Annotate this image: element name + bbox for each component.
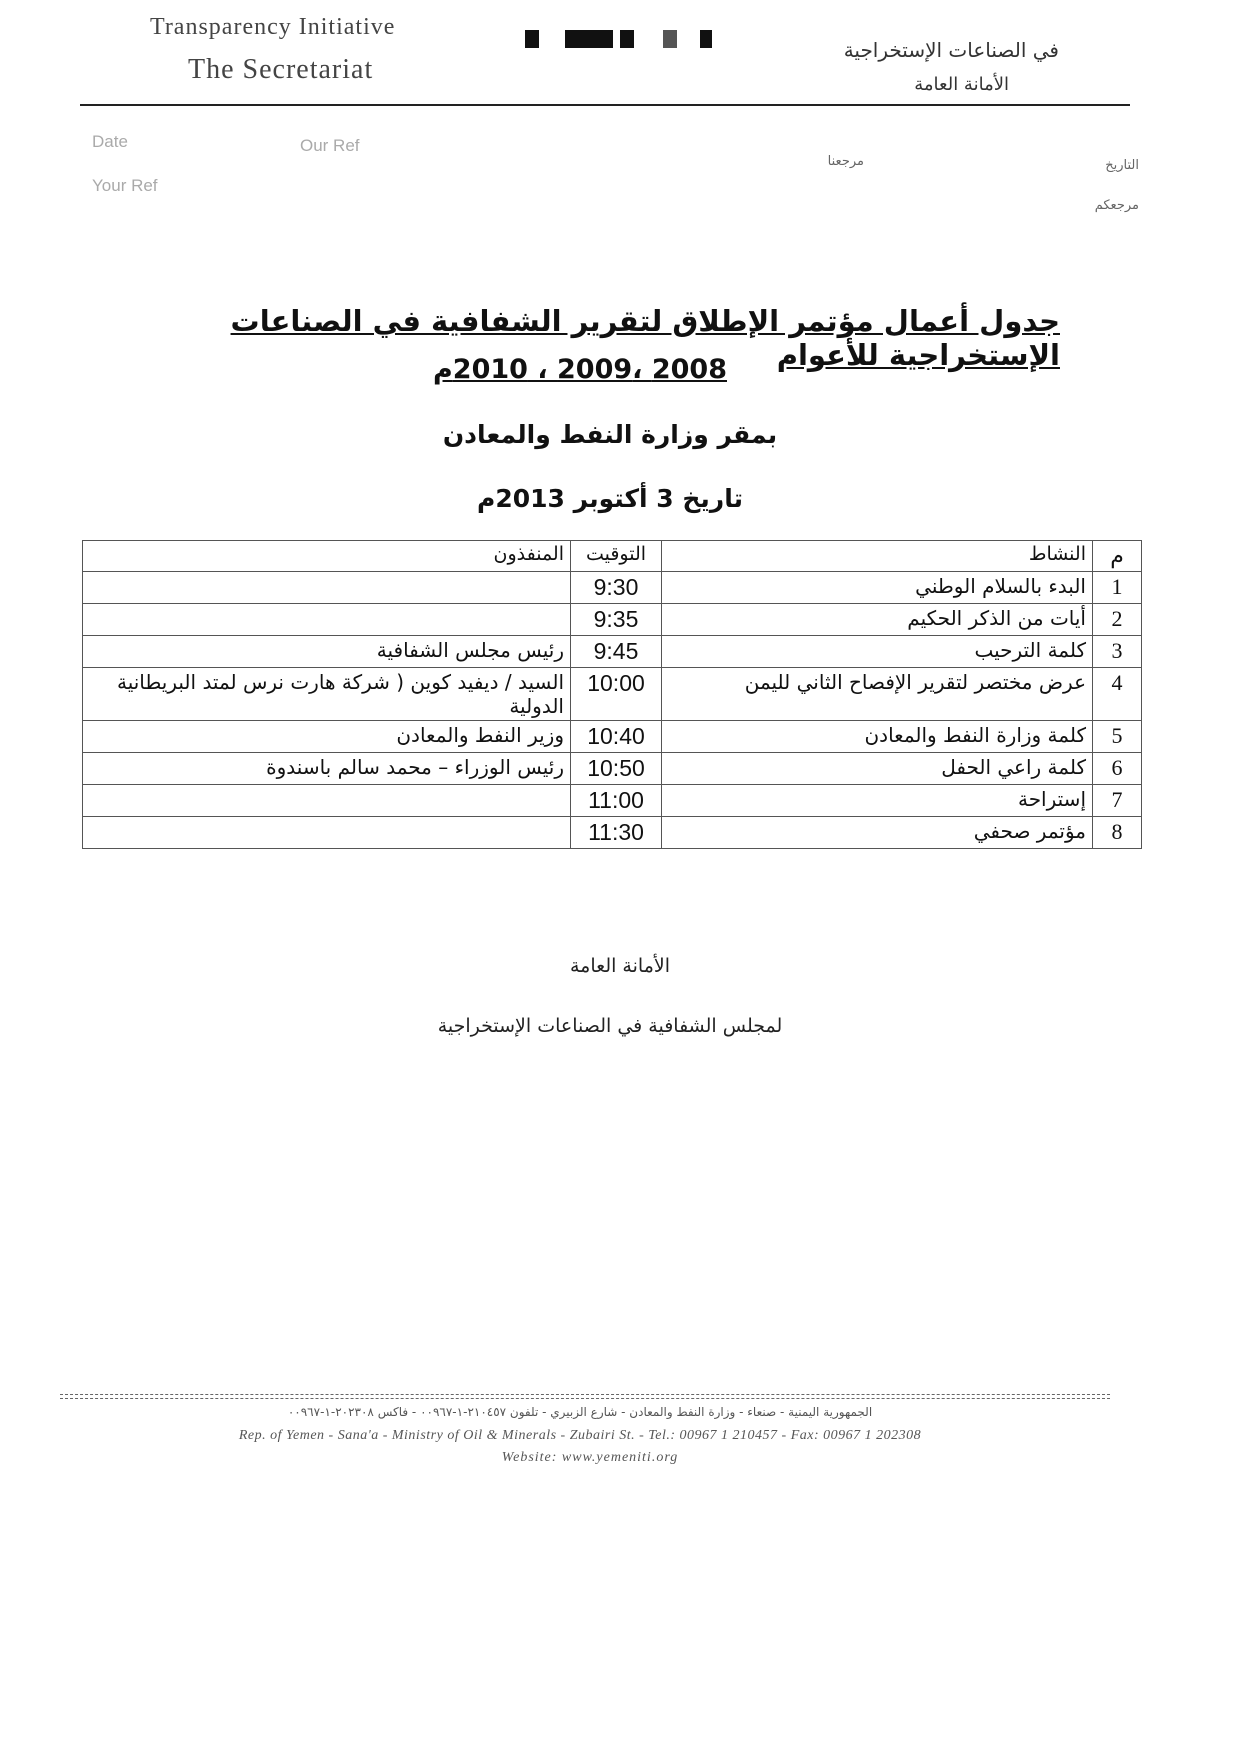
agenda-row (83, 636, 1142, 668)
row-num: 8 (1093, 817, 1142, 849)
row-time: 9:35 (571, 604, 662, 636)
date-label-ar: التاريخ (1105, 158, 1139, 173)
row-num: 7 (1093, 785, 1142, 817)
row-num: 2 (1093, 604, 1142, 636)
row-executors (83, 604, 571, 636)
agenda-row (83, 604, 1142, 636)
footer-divider (60, 1394, 1110, 1399)
event-date-line: تاريخ 3 أكتوبر 2013م (477, 484, 743, 513)
agenda-table (82, 540, 1142, 849)
org-name-english-line2: The Secretariat (188, 54, 374, 85)
venue-line: بمقر وزارة النفط والمعادن (442, 420, 778, 449)
row-activity: أيات من الذكر الحكيم (662, 604, 1093, 636)
our-ref-label-en: Our Ref (300, 136, 360, 155)
agenda-row (83, 668, 1142, 721)
your-ref-label-ar: مرجعكم (1094, 198, 1139, 213)
footer-website: Website: www.yemeniti.org (501, 1450, 679, 1465)
agenda-row (83, 785, 1142, 817)
row-activity: كلمة الترحيب (662, 636, 1093, 668)
footer-address-english: Rep. of Yemen - Sana'a - Ministry of Oil & Minerals - Zubairi St. - Tel.: 00967 1 210457 - Fax: 00967 1 202308 (238, 1428, 922, 1443)
header-activity: النشاط (662, 541, 1093, 572)
agenda-row (83, 572, 1142, 604)
row-activity: كلمة وزارة النفط والمعادن (662, 721, 1093, 753)
agenda-row (83, 817, 1142, 849)
header-time: التوقيت (571, 541, 662, 572)
row-time: 11:30 (571, 817, 662, 849)
row-time: 10:50 (571, 753, 662, 785)
agenda-title: جدول أعمال مؤتمر الإطلاق لتقرير الشفافية في الصناعات الإستخراجية للأعوام (230, 304, 1060, 372)
header-executors: المنفذون (83, 541, 571, 572)
header-divider (80, 104, 1130, 106)
row-executors: السيد / ديفيد كوين ( شركة هارت نرس لمتد البريطانية الدولية (83, 668, 571, 721)
row-num: 5 (1093, 721, 1142, 753)
row-num: 3 (1093, 636, 1142, 668)
agenda-row (83, 753, 1142, 785)
row-activity: عرض مختصر لتقرير الإفصاح الثاني لليمن (662, 668, 1093, 721)
org-name-arabic-line1: في الصناعات الإستخراجية (843, 38, 1059, 62)
row-time: 11:00 (571, 785, 662, 817)
row-time: 9:30 (571, 572, 662, 604)
row-activity: البدء بالسلام الوطني (662, 572, 1093, 604)
agenda-row (83, 721, 1142, 753)
row-num: 1 (1093, 572, 1142, 604)
row-num: 6 (1093, 753, 1142, 785)
header-num: م (1093, 541, 1142, 572)
row-executors (83, 817, 571, 849)
footer-address-arabic: الجمهورية اليمنية - صنعاء - وزارة النفط والمعادن - شارع الزبيري - تلفون ٢١٠٤٥٧-١-٠٠٩٦٧ - فاكس ٢٠٢٣٠٨-١-٠٠٩٦٧ (287, 1405, 873, 1419)
row-activity: كلمة راعي الحفل (662, 753, 1093, 785)
row-time: 10:40 (571, 721, 662, 753)
row-executors: رئيس الوزراء – محمد سالم باسندوة (83, 753, 571, 785)
date-label-en: Date (92, 132, 128, 151)
row-executors: رئيس مجلس الشفافية (83, 636, 571, 668)
row-executors: وزير النفط والمعادن (83, 721, 571, 753)
row-time: 10:00 (571, 668, 662, 721)
row-executors (83, 572, 571, 604)
org-name-arabic-line2: الأمانة العامة (914, 74, 1009, 95)
your-ref-label-en: Your Ref (92, 176, 158, 195)
agenda-header-row (83, 541, 1142, 572)
row-num: 4 (1093, 668, 1142, 721)
agenda-title-years: 2008 ،2009 ، 2010م (433, 354, 727, 385)
org-name-english-line1: Transparency Initiative (150, 14, 396, 40)
our-ref-label-ar: مرجعنا (827, 154, 864, 169)
signature-line2: لمجلس الشفافية في الصناعات الإستخراجية (437, 1015, 783, 1037)
row-executors (83, 785, 571, 817)
row-time: 9:45 (571, 636, 662, 668)
row-activity: إستراحة (662, 785, 1093, 817)
row-activity: مؤتمر صحفي (662, 817, 1093, 849)
signature-line1: الأمانة العامة (570, 955, 670, 977)
